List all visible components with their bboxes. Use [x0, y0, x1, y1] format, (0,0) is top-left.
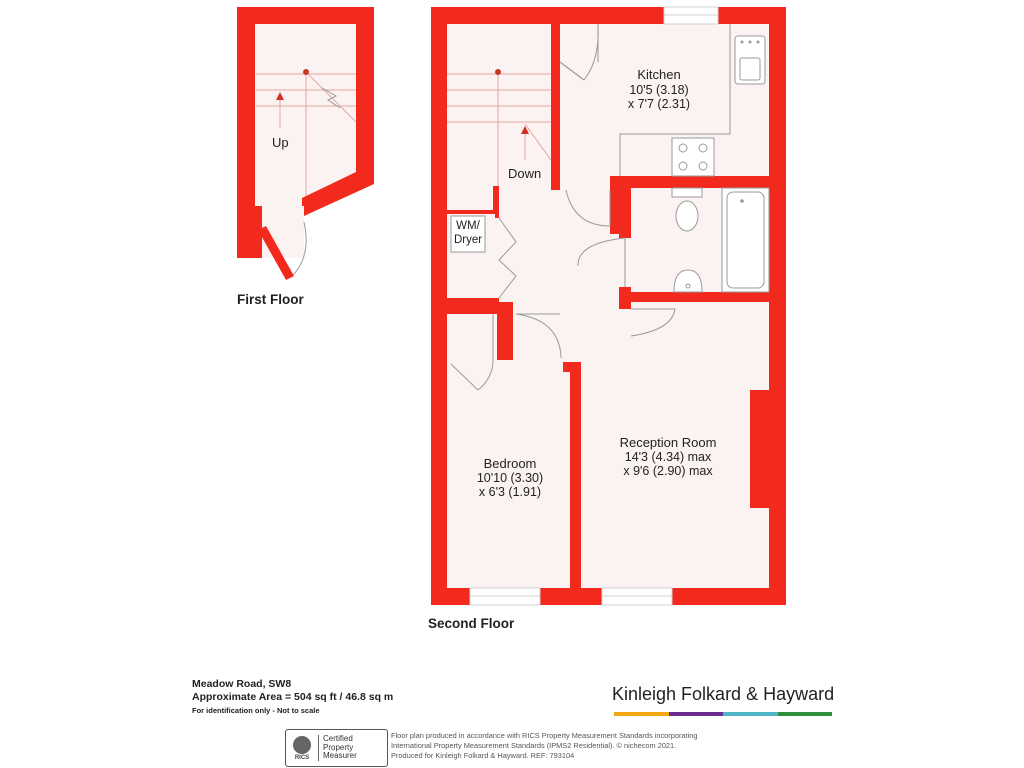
- rics-badge-line1: Certified: [323, 734, 353, 744]
- disclaimer: [391, 731, 697, 761]
- bedroom-name: Bedroom: [483, 456, 537, 471]
- toilet: [672, 188, 702, 197]
- reception-dim2: x 9'6 (2.90) max: [623, 464, 713, 478]
- brand-color-bar: [614, 712, 832, 716]
- identification-note: For identification only - Not to scale: [192, 706, 320, 715]
- first-floor-plan: [237, 7, 374, 307]
- kitchen-hob: [672, 138, 714, 176]
- brand-bar-segment: [614, 712, 669, 716]
- property-address: Meadow Road, SW8: [192, 678, 292, 690]
- kitchen-name: Kitchen: [637, 67, 681, 82]
- kitchen-dim1: 10'5 (3.18): [629, 83, 689, 97]
- rics-logo-text: RICS: [294, 754, 310, 761]
- brand-bar-segment: [723, 712, 778, 716]
- wm-label-line1: WM/: [456, 220, 480, 232]
- reception-name: Reception Room: [619, 435, 717, 450]
- disclaimer-line2: International Property Measurement Standards (IPMS2 Residential). © nichecom 2021.: [391, 741, 677, 750]
- bedroom-dim1: 10'10 (3.30): [476, 471, 544, 485]
- second-floor-plan: [428, 7, 786, 631]
- disclaimer-line1: Floor plan produced in accordance with RICS Property Measurement Standards incorporating: [391, 731, 698, 740]
- rics-logo-icon: [286, 731, 318, 765]
- second-floor-label: Second Floor: [428, 616, 515, 631]
- disclaimer-line3: Produced for Kinleigh Folkard & Hayward. REF: 793104: [391, 751, 575, 760]
- bathtub: [722, 188, 769, 292]
- rics-badge-text: [318, 735, 357, 761]
- rics-certified-badge: [285, 729, 388, 767]
- brand-name: Kinleigh Folkard & Hayward: [612, 684, 835, 704]
- kitchen-dim2: x 7'7 (2.31): [627, 97, 691, 111]
- approximate-area: Approximate Area = 504 sq ft / 46.8 sq m: [192, 691, 394, 703]
- rics-badge-line2: Property: [323, 742, 354, 752]
- first-floor-label: First Floor: [237, 292, 304, 307]
- up-label: Up: [272, 135, 289, 150]
- rics-badge-line3: Measurer: [323, 751, 357, 761]
- down-label: Down: [508, 166, 542, 181]
- brand-bar-segment: [669, 712, 724, 716]
- bedroom-dim2: x 6'3 (1.91): [478, 485, 542, 499]
- wm-label-line2: Dryer: [453, 234, 483, 246]
- brand-bar-segment: [778, 712, 833, 716]
- reception-dim1: 14'3 (4.34) max: [624, 450, 712, 464]
